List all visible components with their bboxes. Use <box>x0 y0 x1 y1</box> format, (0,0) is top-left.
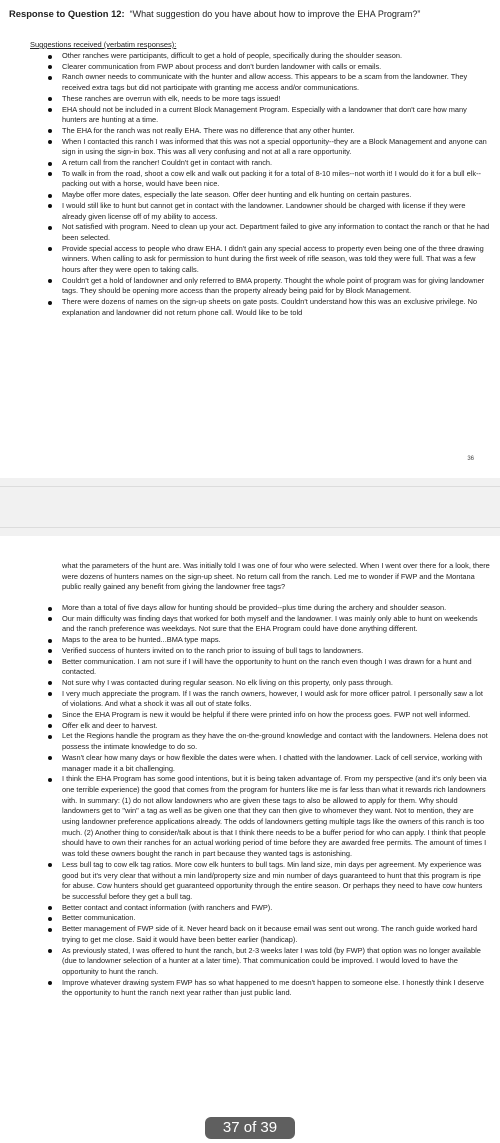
response-item <box>48 978 490 999</box>
page-edge-bottom <box>0 527 500 528</box>
bullet-icon <box>48 76 52 80</box>
response-text: Ranch owner needs to communicate with the hunter and allow access. This appears to be a scam from the landowner. They received extra tags but did not participate with granting me access and/or communications. <box>62 72 468 93</box>
continued-response-text: what the parameters of the hunt are. Was initially told I was one of four who were selected. When I went over there for a look, there were dozens of hunters names on the sign-up sheet. No return call from the ranch. Led me to wonder if FWP and the Montana public really gained any benefit from giving the landowner free tags? <box>62 561 490 592</box>
bullet-icon <box>48 194 52 198</box>
response-text: Better communication. <box>62 913 136 923</box>
response-item <box>48 244 490 276</box>
response-text: Offer elk and deer to harvest. <box>62 720 158 730</box>
bullet-icon <box>48 778 52 782</box>
page-indicator: 37 of 39 <box>205 1117 295 1139</box>
response-item <box>48 201 490 222</box>
response-text: Since the EHA Program is new it would be helpful if there were printed info on how the process goes. FWP not well informed. <box>62 710 471 720</box>
response-text: Not sure why I was contacted during regular season. No elk living on this property, only pass through. <box>62 677 393 687</box>
bullet-icon <box>48 756 52 760</box>
response-text: I would still like to hunt but cannot get in contact with the landowner. Landowner should be charged with license if they were already given license off of my ability to access. <box>62 200 466 221</box>
bullet-icon <box>48 204 52 208</box>
response-text: Less bull tag to cow elk tag ratios. More cow elk hunters to bull tags. Min land size, min days per agreement. My experience was good but it's very clear that without a min land/property size and min number of days guaranteed to hunt that this program is ripe for abuse. Cow hunters should get guaranteed opportunity through the entire season. Or perhaps they need to have cow hunters be successful before they get a bull tag. <box>62 859 483 901</box>
response-item <box>48 657 490 678</box>
response-item <box>48 158 490 169</box>
responses-subheading: Suggestions received (verbatim responses): <box>30 40 177 49</box>
response-item <box>48 72 490 93</box>
bullet-icon <box>48 279 52 283</box>
bullet-icon <box>48 906 52 910</box>
bullet-icon <box>48 97 52 101</box>
bullet-icon <box>48 735 52 739</box>
response-item <box>48 62 490 73</box>
bullet-icon <box>48 162 52 166</box>
bullet-icon <box>48 226 52 230</box>
response-item <box>48 753 490 774</box>
bullet-icon <box>48 949 52 953</box>
response-item <box>48 946 490 978</box>
bullet-icon <box>48 981 52 985</box>
response-text: These ranches are overrun with elk, needs to be more tags issued! <box>62 93 281 103</box>
response-item <box>48 678 490 689</box>
response-item <box>48 614 490 635</box>
response-text: Let the Regions handle the program as they have the on-the-ground knowledge and contact with the landowners. Helena does not possess the intimate knowledge to do so. <box>62 731 488 752</box>
bullet-icon <box>48 108 52 112</box>
bullet-icon <box>48 692 52 696</box>
response-item <box>48 774 490 860</box>
response-text: The EHA for the ranch was not really EHA. There was no difference that any other hunter. <box>62 125 355 135</box>
response-item <box>48 903 490 914</box>
response-text: I think the EHA Program has some good intentions, but it is being taken advantage of. From my perspective (and it's only been via one terrible experience) the good that comes from the program for hunters like me is far less than what it rewards rich landowners with. In summary: (1) do not allow landowners who are given these tags to also be allowed to apply for them. Why should landowners get to "win" a tag as well as be given one that they can then give to whomever they want. Not to mention, they are using landowner preference applications already. The odds of landowners getting multiple tags like the owners of this ranch is too much. (2) Another thing to consider/talk about is that I think there needs to be a buffer period for who can apply. I think that people should have to own their ranches for an actual working period of time before they are awarded free permits. The amount of times I was told these owners bought the ranch in part because they wanted tags is astonishing. <box>62 774 487 859</box>
response-text: Other ranches were participants, difficult to get a hold of people, specifically during the shoulder season. <box>62 51 403 60</box>
bullet-icon <box>48 129 52 133</box>
response-item <box>48 276 490 297</box>
response-item <box>48 913 490 924</box>
response-item <box>48 169 490 190</box>
question-text: “What suggestion do you have about how to improve the EHA Program?” <box>129 9 421 19</box>
response-text: More than a total of five days allow for hunting should be provided--plus time during the archery and shoulder season. <box>62 603 447 612</box>
bullet-icon <box>48 617 52 621</box>
bullet-icon <box>48 928 52 932</box>
response-text: When I contacted this ranch I was informed that this was not a special opportunity--they are a Block Management and anyone can sign in using the sign-in box. This was all very confusing and not at all a rare opportunity. <box>62 136 487 157</box>
response-text: Better contact and contact information (with ranchers and FWP). <box>62 902 273 912</box>
bullet-icon <box>48 917 52 921</box>
bullet-icon <box>48 301 52 305</box>
response-item <box>48 137 490 158</box>
page-separator <box>0 478 500 536</box>
bullet-icon <box>48 863 52 867</box>
response-item <box>48 710 490 721</box>
response-text: Clearer communication from FWP about process and don't burden landowner with calls or emails. <box>62 61 382 71</box>
bullet-icon <box>48 660 52 664</box>
response-item <box>48 924 490 945</box>
bullet-icon <box>48 65 52 69</box>
question-heading <box>9 8 494 20</box>
response-text: A return call from the rancher! Couldn't get in contact with ranch. <box>62 158 273 168</box>
response-text: Couldn't get a hold of landowner and only referred to BMA property. Thought the whole point of program was for giving landowner tags. They should be opening more access than the property already being paid for by Block Management. <box>62 275 485 296</box>
bullet-icon <box>48 247 52 251</box>
response-text: EHA should not be included in a current Block Management Program. Especially with a landowner that don't care how many hunters are hunting at a time. <box>62 104 467 125</box>
page-edge-top <box>0 486 500 487</box>
response-text: Not satisfied with program. Need to clean up your act. Department failed to give any information to contact the ranch or that he had been selected. <box>62 222 490 242</box>
response-item <box>48 190 490 201</box>
response-text: Improve whatever drawing system FWP has so what happened to me doesn't happen to someone else. I honestly think I deserve the opportunity to hunt the ranch next year rather than just public land. <box>62 977 484 998</box>
response-text: I very much appreciate the program. If I was the ranch owners, however, I would ask for more officer patrol. I personally saw a lot of violations. And what a shock it was all out of state folks. <box>62 688 483 709</box>
response-text: Provide special access to people who draw EHA. I didn't gain any special access to property even being one of the three drawing winners. When calling to ask for permission to hunt during the first week of rifle season, was told they were full. That was a few hours after they were open to taking calls. <box>62 243 484 275</box>
response-text: As previously stated, I was offered to hunt the ranch, but 2-3 weeks later I was told (by FWP) that option was no longer available (due to landowner selection of a hunter at a later time). That communication could be improved. I would loved to have the opportunity to hunt the ranch. <box>62 945 481 976</box>
bullet-icon <box>48 607 52 611</box>
response-item <box>48 689 490 710</box>
response-text: Better management of FWP side of it. Never heard back on it because email was sent out wrong. The ranch guide worked hard trying to get me close. Said it would have been better earlier (handicap). <box>62 924 478 944</box>
response-text: Maps to the area to be hunted...BMA type maps. <box>62 635 221 645</box>
bullet-icon <box>48 140 52 144</box>
response-text: To walk in from the road, shoot a cow elk and walk out packing it for a total of 8-10 miles--not worth it! I would do it for a bull elk--packing out with a horse, would have been nice. <box>62 168 481 189</box>
response-list <box>48 51 490 319</box>
response-list <box>48 603 490 999</box>
document-page-36 <box>0 0 500 478</box>
bullet-icon <box>48 649 52 653</box>
response-item <box>48 635 490 646</box>
bullet-icon <box>48 714 52 718</box>
response-text: Maybe offer more dates, especially the late season. Offer deer hunting and elk hunting on certain pastures. <box>62 190 412 200</box>
response-item <box>48 126 490 137</box>
response-item <box>48 51 490 62</box>
response-text: There were dozens of names on the sign-up sheets on gate posts. Couldn't understand how this was an exclusive privilege. No explanation and landowner did not return phone call. Would like to be told <box>62 297 478 317</box>
response-item <box>48 297 490 318</box>
response-item <box>48 646 490 657</box>
bullet-icon <box>48 681 52 685</box>
response-text: Our main difficulty was finding days that worked for both myself and the landowner. I was mainly only able to hunt on weekends and the ranch preference was weekdays. Not sure that the EHA Program could have done anything different. <box>62 613 478 634</box>
response-text: Better communication. I am not sure if I will have the opportunity to hunt on the ranch even though I was drawn for a hunt and contacted. <box>62 656 472 677</box>
response-item <box>48 222 490 243</box>
bullet-icon <box>48 172 52 176</box>
response-item <box>48 860 490 903</box>
response-text: Wasn't clear how many days or how flexible the dates were when. I chatted with the landowner. Lack of cell service, working with manager made it a bit challenging. <box>62 752 483 773</box>
bullet-icon <box>48 55 52 59</box>
page-number: 36 <box>467 456 474 462</box>
response-item <box>48 721 490 732</box>
response-item <box>48 603 490 614</box>
response-item <box>48 94 490 105</box>
bullet-icon <box>48 639 52 643</box>
bullet-icon <box>48 724 52 728</box>
question-label: Response to Question 12: <box>9 8 125 19</box>
response-item <box>48 731 490 752</box>
response-item <box>48 105 490 126</box>
response-text: Verified success of hunters invited on to the ranch prior to issuing of bull tags to landowners. <box>62 645 364 655</box>
